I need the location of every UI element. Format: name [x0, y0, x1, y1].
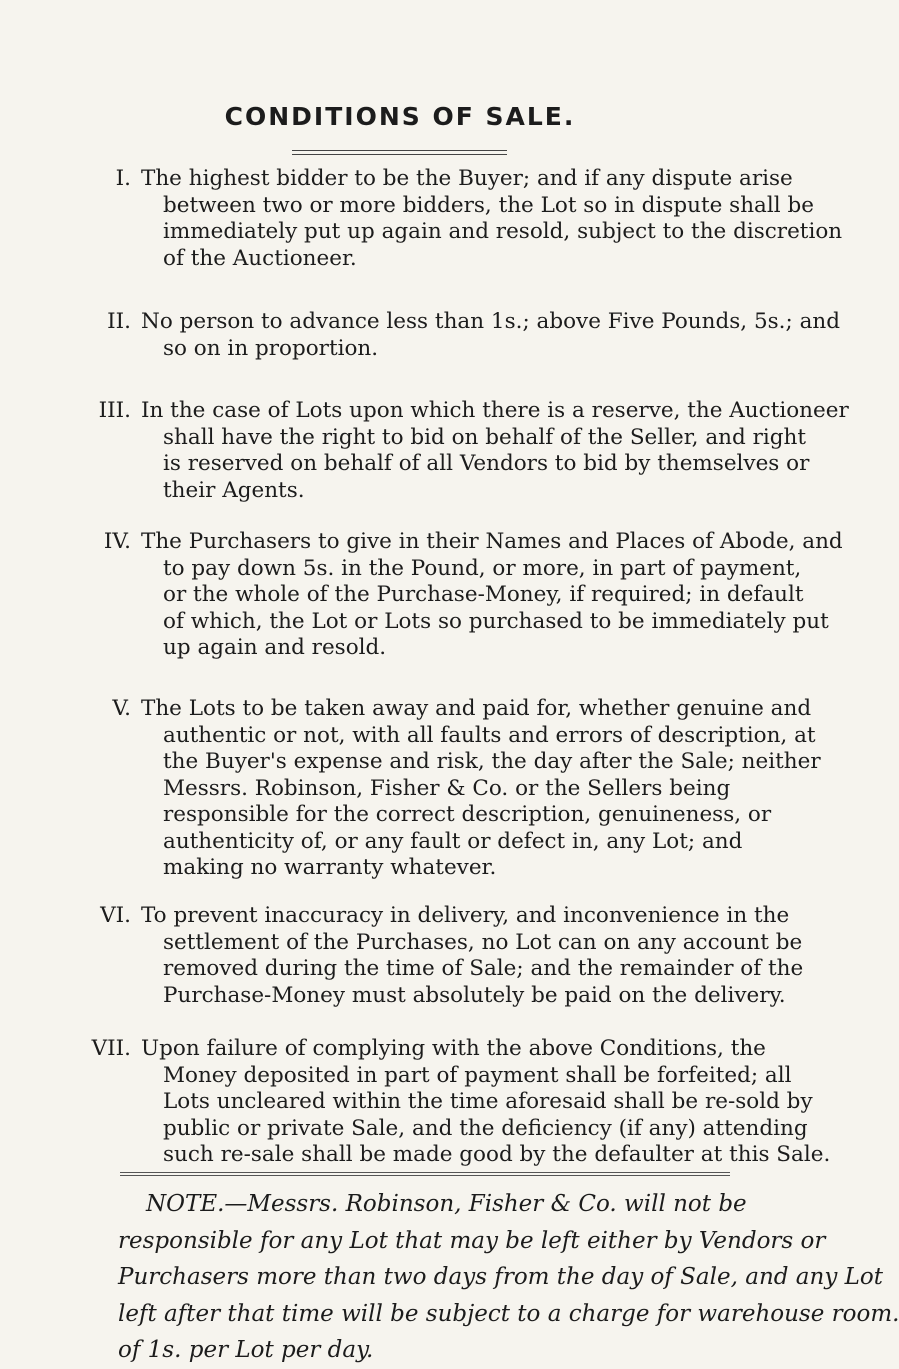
clause-line: to pay down 5s. in the Pound, or more, in part of payment, — [163, 555, 802, 581]
clause-number: III. — [98, 398, 131, 423]
clause-line: The Purchasers to give in their Names and Places of Abode, and — [141, 529, 843, 554]
clause-line: settlement of the Purchases, no Lot can on any account be — [163, 929, 803, 955]
clause-number: IV. — [103, 529, 131, 554]
note-line: of 1s. per Lot per day. — [118, 1337, 374, 1363]
page-title: CONDITIONS OF SALE. — [224, 102, 576, 131]
note-line: Purchasers more than two days from the day of Sale, and any Lot — [118, 1264, 883, 1290]
clause-line: public or private Sale, and the deficiency (if any) attending — [163, 1115, 808, 1141]
clause-line: Lots uncleared within the time aforesaid shall be re-sold by — [163, 1089, 813, 1114]
clause-line: or the whole of the Purchase-Money, if required; in default — [163, 582, 804, 607]
clause-line: their Agents. — [163, 477, 305, 503]
clause-line: such re-sale shall be made good by the defaulter at this Sale. — [163, 1142, 831, 1167]
clause-line: Purchase-Money must absolutely be paid on the delivery. — [163, 982, 786, 1008]
clause-line: removed during the time of Sale; and the remainder of the — [163, 956, 804, 981]
clause-number: II. — [107, 309, 131, 334]
clause-line: responsible for the correct description, genuineness, or — [163, 802, 772, 827]
note-line: NOTE.—Messrs. Robinson, Fisher & Co. will not be — [146, 1191, 747, 1217]
clause-line: up again and resold. — [163, 635, 387, 660]
title-divider — [292, 150, 507, 155]
clause-number: VII. — [91, 1036, 131, 1061]
clause-line: To prevent inaccuracy in delivery, and inconvenience in the — [141, 903, 790, 928]
clause-line: Money deposited in part of payment shall be forfeited; all — [163, 1062, 792, 1088]
note-line: responsible for any Lot that may be left either by Vendors or — [118, 1227, 826, 1254]
clause-line: making no warranty whatever. — [163, 855, 497, 880]
note-divider — [120, 1172, 730, 1176]
clause-number: V. — [112, 696, 131, 721]
clause-line: is reserved on behalf of all Vendors to bid by themselves or — [163, 451, 810, 476]
note-block — [118, 1186, 899, 1369]
clause-line: The highest bidder to be the Buyer; and if any dispute arise — [141, 166, 793, 191]
clause-line: immediately put up again and resold, subject to the discretion — [163, 219, 843, 244]
note-line: left after that time will be subject to a charge for warehouse room. — [118, 1300, 899, 1327]
clause-line: authentic or not, with all faults and errors of description, at — [163, 722, 816, 748]
clause-line: of which, the Lot or Lots so purchased to be immediately put — [163, 608, 829, 634]
clause-line: In the case of Lots upon which there is a reserve, the Auctioneer — [141, 398, 849, 423]
clause-line: The Lots to be taken away and paid for, whether genuine and — [141, 696, 812, 721]
clause-line: No person to advance less than 1s.; above Five Pounds, 5s.; and — [141, 309, 841, 334]
clause-number: I. — [115, 166, 131, 191]
clause-line: Messrs. Robinson, Fisher & Co. or the Sellers being — [163, 775, 731, 801]
clause-line: shall have the right to bid on behalf of the Seller, and right — [163, 424, 806, 450]
clause-line: so on in proportion. — [163, 335, 379, 361]
clause-line: authenticity of, or any fault or defect in, any Lot; and — [163, 828, 743, 854]
clause-line: Upon failure of complying with the above Conditions, the — [141, 1036, 766, 1061]
clause-line: between two or more bidders, the Lot so in dispute shall be — [163, 192, 814, 218]
clause-line: of the Auctioneer. — [163, 245, 357, 271]
clause-line: the Buyer's expense and risk, the day after the Sale; neither — [163, 749, 821, 774]
clause-number: VI. — [100, 903, 131, 928]
